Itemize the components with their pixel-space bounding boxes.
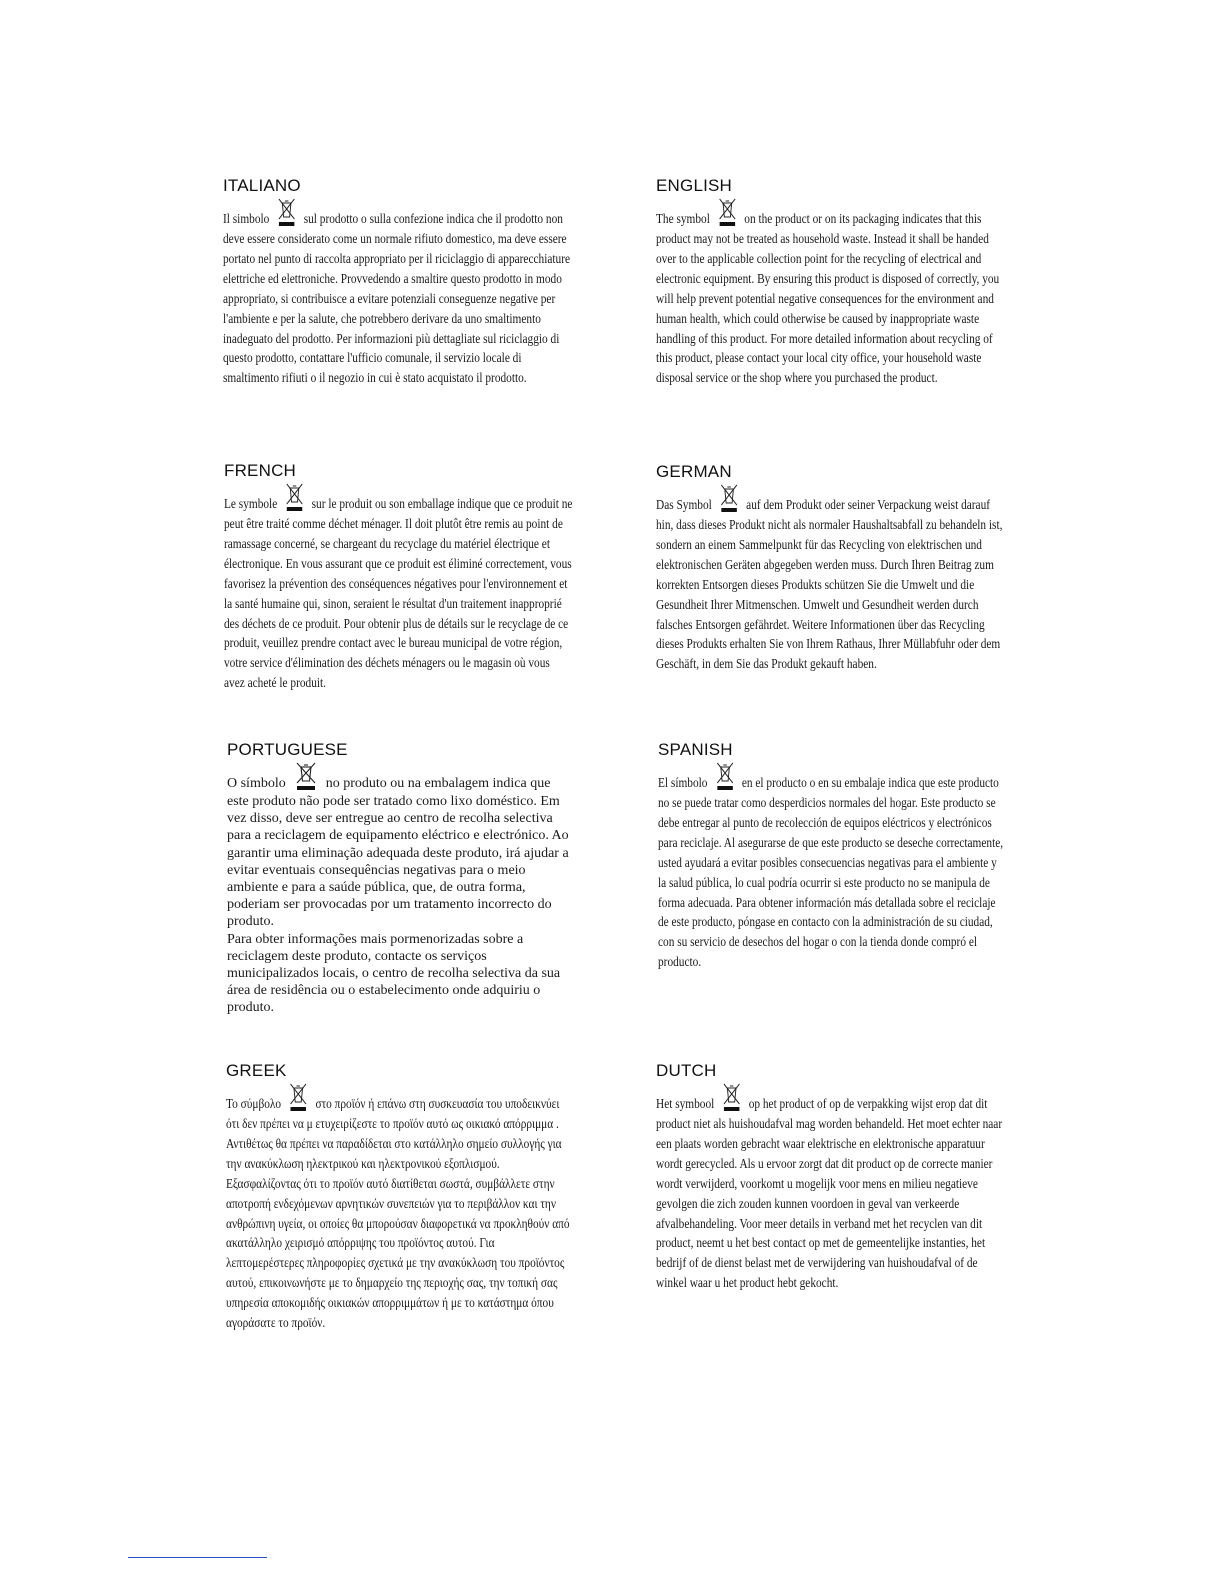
lead-text: Το σύμβολο [226, 1096, 282, 1111]
crossed-bin-icon [714, 761, 735, 791]
lead-text: El símbolo [658, 775, 708, 790]
section-german [656, 462, 1006, 674]
crossed-bin-icon [276, 197, 297, 227]
section-body [656, 485, 1005, 674]
body-text: op het product of op de verpakking wijst erop dat dit product niet als huishoudafval mag worden behandeld. Het moet echter naar een plaats worden gebracht waar elektrische en elektronische apparatuur wordt gerecycled. Als u ervoor zorgt dat dit product op de correcte manier wordt verwijderd, voorkomt u mogelijk voor mens en milieu negatieve gevolgen die zich zouden kunnen voordoen in geval van verkeerde afvalbehandeling. Voor meer details in verband met het recyclen van dit product, neemt u het best contact op met de gemeentelijke instanties, het bedrijf of de dienst belast met de verwijdering van huishoudafval of de winkel waar u het product hebt gekocht. [656, 1096, 1003, 1291]
body-text: στο προϊόν ή επάνω στη συσκευασία του υποδεικνύει ότι δεν πρέπει να μ ετυχειρίζεστε το προϊόν αυτό ως οικιακό απόρριμμα . Αντιθέτως θα πρέπει να παραδίδεται στο κατάλληλο σημείο συλλογής για την ανακύκλωση ηλεκτρικού και ηλεκτρονικού εξοπλισμού. Εξασφαλίζοντας ότι το προϊόν αυτό διατίθεται σωστά, συμβάλλετε στην αποτροπή ενδεχόμενων αρνητικών συνεπειών για το περιβάλλον και την ανθρώπινη υγεία, οι οποίες θα μπορούσαν διαφορετικά να προκληθούν από ακατάλληλο χειρισμό απόρριψης του προϊόντος αυτού. Για λεπτομερέστερες πληροφορίες σχετικά με την ανακύκλωση του προϊόντος αυτού, επικοινωνήστε με το δημαρχείο της περιοχής σας, την τοπική σας υπηρεσία αποκομιδής οικιακών απορριμμάτων ή με το κατάστημα όπου αγοράσατε το προϊόν. [226, 1096, 570, 1331]
section-heading: ITALIANO [223, 176, 301, 195]
lead-text: Das Symbol [656, 497, 712, 512]
body-text-continued: Para obter informações mais pormenorizadas sobre a reciclagem deste produto, contacte os serviços municipalizados locais, o centro de recolha selectiva da sua área de residência ou o estabelecimento onde adquiriu o produto. [227, 931, 561, 1016]
section-spanish [658, 740, 1008, 972]
body-text: auf dem Produkt oder seiner Verpackung weist darauf hin, dass dieses Produkt nicht als normaler Haushaltsabfall zu behandeln ist, sondern an einem Sammelpunkt für das Recycling von elektrischen und elektronischen Geräten abgegeben werden muss. Durch Ihren Beitrag zum korrekten Entsorgen dieses Produkts schützen Sie die Umwelt und die Gesundheit Ihrer Mitmenschen. Umwelt und Gesundheit werden durch falsches Entsorgen gefährdet. Weitere Informationen über das Recycling dieses Produkts erhalten Sie von Ihrem Rathaus, Ihrer Müllabfuhr oder dem Geschäft, in dem Sie das Produkt gekauft haben. [656, 497, 1003, 672]
section-dutch [656, 1061, 1006, 1293]
section-body [656, 199, 1005, 388]
section-heading: DUTCH [656, 1061, 717, 1080]
lead-text: Le symbole [224, 496, 278, 511]
body-text: sul prodotto o sulla confezione indica che il prodotto non deve essere considerato come un normale rifiuto domestico, ma deve essere portato nel punto di raccolta appropriato per il riciclaggio di apparecchiature elettriche ed elettroniche. Provvedendo a smaltire questo prodotto in modo appropriato, si contribuisce a evitare potenziali conseguenze negative per l'ambiente e per la salute, che potrebbero derivare da uno smaltimento inadeguato del prodotto. Per informazioni più dettagliate sul riciclaggio di questo prodotto, contattare l'ufficio comunale, il servizio locale di smaltimento rifiuti o il negozio in cui è stato acquistato il prodotto. [223, 211, 571, 386]
footnote-rule [128, 1557, 267, 1558]
section-english [656, 176, 1006, 388]
crossed-bin-icon [719, 483, 740, 513]
lead-text: Het symbool [656, 1096, 715, 1111]
crossed-bin-icon [717, 197, 738, 227]
section-portuguese [227, 740, 572, 1017]
lead-text: The symbol [656, 211, 710, 226]
section-body [656, 1084, 1005, 1293]
section-body [226, 1084, 575, 1333]
section-heading: FRENCH [224, 461, 297, 480]
body-text: sur le produit ou son emballage indique que ce produit ne peut être traité comme déchet ménager. Il doit plutôt être remis au point de ramassage concerné, se chargeant du recyclage du matériel électrique et électronique. En vous assurant que ce produit est éliminé correctement, vous favorisez la prévention des conséquences négatives pour l'environnement et la santé humaine qui, sinon, seraient le résultat d'un traitement inapproprié des déchets de ce produit. Pour obtenir plus de détails sur le recyclage de ce produit, veuillez prendre contact avec le bureau municipal de votre région, votre service d'élimination des déchets ménagers ou le magasin où vous avez acheté le produit. [224, 496, 573, 691]
section-french [224, 461, 574, 693]
section-body [227, 763, 572, 1017]
section-greek [226, 1061, 576, 1333]
crossed-bin-icon [721, 1082, 742, 1112]
crossed-bin-icon [294, 761, 318, 791]
section-body [223, 199, 572, 388]
body-text: on the product or on its packaging indicates that this product may not be treated as household waste. Instead it shall be handed over to the applicable collection point for the recycling of electrical and electronic equipment. By ensuring this product is disposed of correctly, you will help prevent potential negative consequences for the environment and human health, which could otherwise be caused by inappropriate waste handling of this product. For more detailed information about recycling of this product, please contact your local city office, your household waste disposal service or the shop where you purchased the product. [656, 211, 1000, 386]
section-body [658, 763, 1007, 972]
section-italiano [223, 176, 573, 388]
body-text: no produto ou na embalagem indica que este produto não pode ser tratado como lixo doméstico. Em vez disso, deve ser entregue ao centro de recolha selectiva para a reciclagem de equipamento eléctrico e electrónico. Ao garantir uma eliminação adequada deste produto, irá ajudar a evitar eventuais consequências negativas para o meio ambiente e para a saúde pública, que, de outra forma, poderiam ser provocadas por um tratamento incorrecto do produto. [227, 776, 569, 930]
section-heading: SPANISH [658, 740, 733, 759]
body-text: en el producto o en su embalaje indica que este producto no se puede tratar como desperdicios normales del hogar. Este producto se debe entregar al punto de recolección de equipos eléctricos y electrónicos para reciclaje. Al asegurarse de que este producto se deseche correctamente, usted ayudará a evitar posibles consecuencias negativas para el ambiente y la salud pública, lo cual podría ocurrir si este producto no se manipula de forma adecuada. Para obtener información más detallada sobre el reciclaje de este producto, póngase en contacto con la administración de su ciudad, con su servicio de desechos del hogar o con la tienda donde compró el producto. [658, 775, 1004, 970]
section-heading: GERMAN [656, 462, 732, 481]
section-heading: PORTUGUESE [227, 740, 348, 759]
crossed-bin-icon [288, 1082, 309, 1112]
section-heading: GREEK [226, 1061, 287, 1080]
section-heading: ENGLISH [656, 176, 733, 195]
lead-text: Il simbolo [223, 211, 270, 226]
lead-text: O símbolo [227, 776, 286, 791]
crossed-bin-icon [284, 482, 305, 512]
section-body [224, 484, 573, 693]
